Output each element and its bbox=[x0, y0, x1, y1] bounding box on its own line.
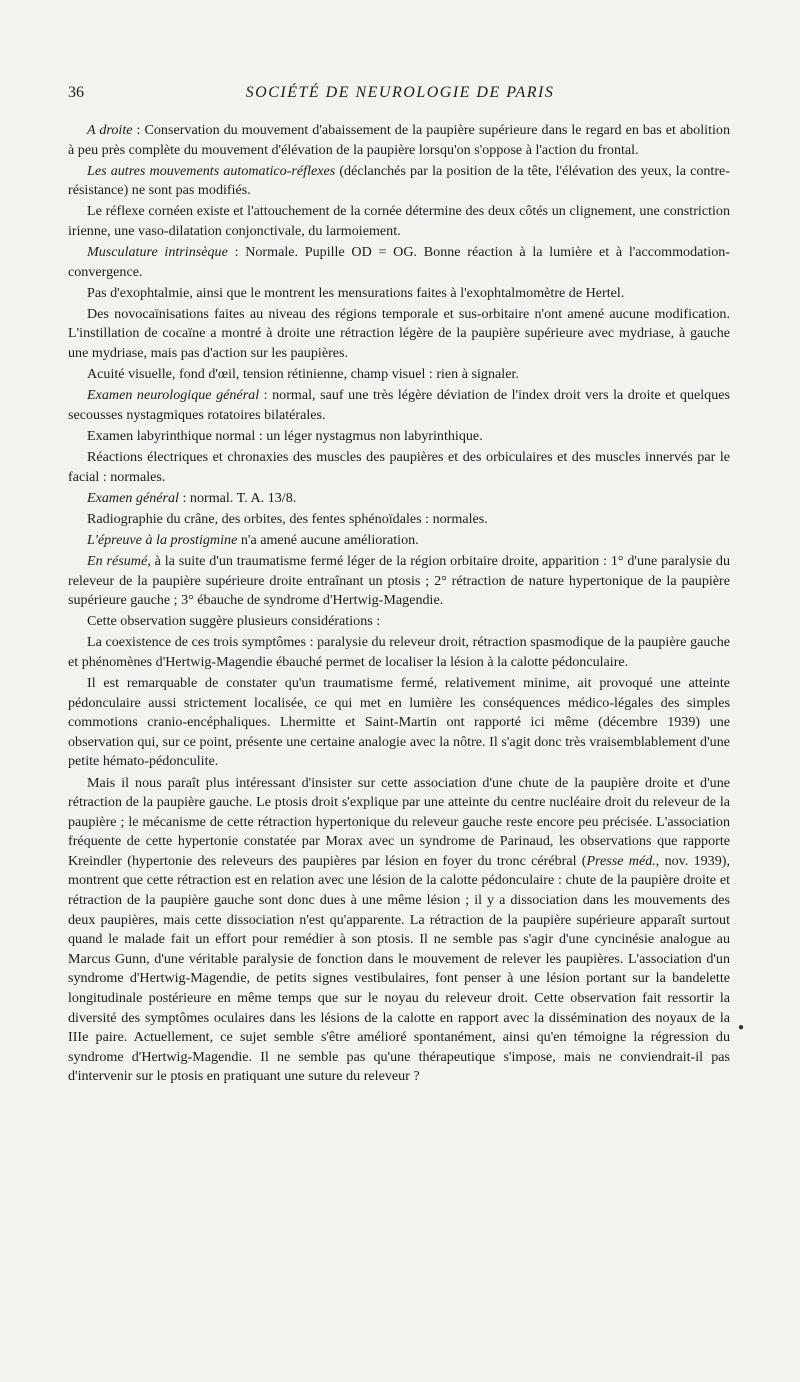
paragraph-text: : normal, sauf une très légère déviation de l'index droit vers la droite et quelques secousses nystagmiques rotatoires bilatérales. bbox=[68, 387, 730, 423]
paragraph bbox=[68, 427, 730, 447]
article-body bbox=[68, 121, 730, 1089]
paragraph-text: , à la suite d'un traumatisme fermé léger de la région orbitaire droite, apparition : 1° d'une paralysie du releveur de la paupière supérieure droite entraînant un ptosis ; 2° rétraction de nature hypertonique de la paupière supérieure gauche ; 3° ébauche de syndrome d'Hertwig-Magendie. bbox=[68, 552, 730, 609]
paragraph-lead: Musculature intrinsèque bbox=[87, 244, 228, 261]
paragraph-text: Il est remarquable de constater qu'un traumatisme fermé, relativement minime, ait provoqué une atteinte pédonculaire aussi strictement localisée, ce qui met en lumière les conséquences médico-légales des simples commotions cranio-encéphaliques. Lhermitte et Saint-Martin ont rapporté ici même (décembre 1939) une observation qui, sur ce point, présente une certaine analogie avec la nôtre. Il s'agit donc très vraisemblablement d'une petite hémato-pédonculite. bbox=[68, 675, 730, 770]
paragraph-lead: Examen neurologique général bbox=[87, 387, 260, 404]
paragraph bbox=[68, 489, 730, 509]
paragraph bbox=[68, 243, 730, 282]
paragraph-text: Des novocaïnisations faites au niveau des régions temporale et sus-orbitaire n'ont amené aucune modification. L'instillation de cocaïne a montré à droite une rétraction légère de la paupière supérieure avec mydriase, à gauche une mydriase, mais pas d'action sur les paupières. bbox=[68, 305, 730, 362]
paragraph-text: (déclanchés par la position de la tête, l'élévation des yeux, la contre-résistance) ne sont pas modifiés. bbox=[68, 162, 730, 199]
paragraph bbox=[68, 121, 730, 160]
paragraph-text: Réactions électriques et chronaxies des muscles des paupières et des orbiculaires et des muscles innervés par le facial : normales. bbox=[68, 449, 730, 485]
paragraph bbox=[68, 305, 730, 364]
paragraph-lead: En résumé bbox=[87, 552, 148, 569]
paragraph-text: Radiographie du crâne, des orbites, des fentes sphénoïdales : normales. bbox=[87, 510, 488, 527]
paragraph bbox=[68, 674, 730, 772]
paragraph bbox=[68, 386, 730, 425]
page-number: 36 bbox=[68, 84, 84, 101]
paragraph-text: Le réflexe cornéen existe et l'attouchement de la cornée détermine des deux côtés un clignement, une constriction irienne, une vaso-dilatation conjonctivale, du larmoiement. bbox=[68, 203, 730, 239]
paragraph-text: Acuité visuelle, fond d'œil, tension rétinienne, champ visuel : rien à signaler. bbox=[87, 366, 519, 383]
paragraph-text: Cette observation suggère plusieurs considérations : bbox=[87, 613, 381, 630]
paragraph-lead: L'épreuve à la prostigmine bbox=[87, 531, 238, 548]
paragraph bbox=[68, 510, 730, 530]
paragraph-text: : Conservation du mouvement d'abaissement de la paupière supérieure dans le regard en bas et abolition à peu près complète du mouvement d'élévation de la paupière lorsqu'on s'oppose à l'action du frontal. bbox=[68, 122, 730, 158]
paragraph-text: Pas d'exophtalmie, ainsi que le montrent les mensurations faites à l'exophtalmomètre de Hertel. bbox=[87, 284, 625, 301]
paragraph-lead: A droite bbox=[87, 122, 133, 138]
paragraph bbox=[68, 365, 730, 385]
paragraph bbox=[68, 552, 730, 611]
paragraph-text: Examen labyrinthique normal : un léger nystagmus non labyrinthique. bbox=[87, 427, 483, 444]
paragraph bbox=[68, 633, 730, 672]
paragraph bbox=[68, 612, 730, 632]
paragraph bbox=[68, 531, 730, 551]
paragraph-text: La coexistence de ces trois symptômes : paralysie du releveur droit, rétraction spasmodique de la paupière gauche et phénomènes d'Hertwig-Magendie ébauché permet de localiser la lésion à la calotte pédonculaire. bbox=[68, 634, 730, 670]
paragraph bbox=[68, 774, 730, 1088]
paragraph bbox=[68, 284, 730, 304]
paragraph-text: : normal. T. A. 13/8. bbox=[178, 489, 297, 506]
paragraph bbox=[68, 162, 730, 201]
paragraph bbox=[68, 448, 730, 487]
journal-citation: Presse méd. bbox=[586, 852, 656, 869]
page-header bbox=[68, 84, 732, 108]
paragraph bbox=[68, 202, 730, 241]
paragraph-text-tail: , nov. 1939), montrent que cette rétraction est en relation avec une lésion de la calotte pédonculaire : chute de la paupière droite et rétraction de la paupière gauche sont donc dues à une même lésion ; il y a dissociation dans les mouvements des deux paupières, mais cette dissociation n'est qu'apparente. La rétraction de la paupière supérieure apparaît surtout quand le malade fait un effort pour remédier à son ptosis. Il ne semble pas s'agir d'une cyncinésie analogue au Marcus Gunn, d'une véritable paralysie de fonction dans le mouvement de relever les paupières. L'association d'un syndrome d'Hertwig-Magendie, de petits signes vestibulaires, font penser à une lésion portant sur la bandelette longitudinale postérieure en même temps que sur le noyau du releveur droit. Cette observation fait ressortir la diversité des symptômes oculaires dans les lésions de la calotte en rapport avec la dissémination des noyaux de la IIIe paire. Actuellement, ce sujet semble s'être amélioré spontanément, ainsi qu'en témoigne la régression du syndrome d'Hertwig-Magendie. Il ne semble pas qu'une thérapeutique s'impose, mais ne conviendrait-il pas d'intervenir sur le ptosis en pratiquant une suture du releveur ? bbox=[68, 852, 730, 1085]
paragraph-lead: Les autres mouvements automatico-réflexes bbox=[87, 162, 336, 179]
paragraph-text: n'a amené aucune amélioration. bbox=[237, 531, 419, 548]
paragraph-lead: Examen général bbox=[87, 489, 179, 506]
paragraph-text: : Normale. Pupille OD = OG. Bonne réaction à la lumière et à l'accommodation-convergence. bbox=[68, 244, 731, 280]
running-title: SOCIÉTÉ DE NEUROLOGIE DE PARIS bbox=[245, 84, 555, 101]
paragraph-text: Mais il nous paraît plus intéressant d'insister sur cette association d'une chute de la paupière droite et d'une rétraction de la paupière gauche. Le ptosis droit s'explique par une atteinte du centre nucléaire droit du releveur de la paupière ; le mécanisme de cette rétraction hypertonique du releveur gauche reste encore peu précisée. L'association fréquente de cette hypertonie constatée par Morax avec un syndrome de Parinaud, les observations que rapporte Kreindler (hypertonie des releveurs des paupières par lésion en foyer du tronc cérébral ( bbox=[68, 774, 730, 869]
page-dot-mark: ● bbox=[738, 1022, 745, 1033]
